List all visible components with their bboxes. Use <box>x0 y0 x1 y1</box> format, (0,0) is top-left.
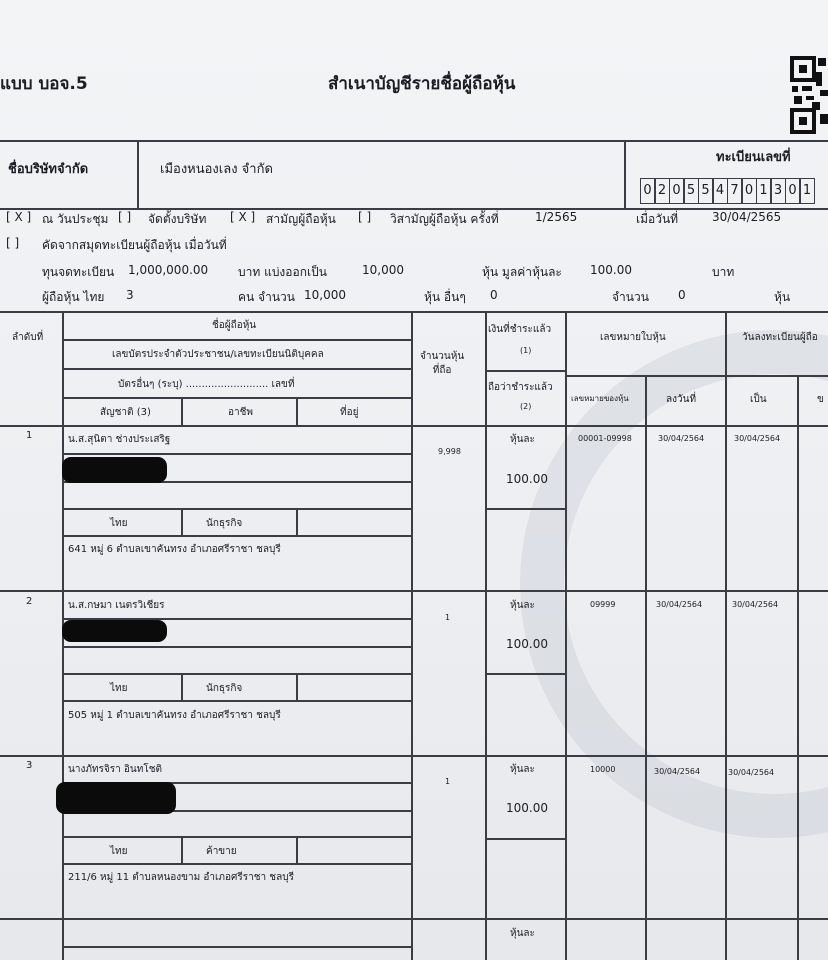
col-address: ที่อยู่ <box>340 407 359 418</box>
thai-shares-value: 10,000 <box>304 288 346 302</box>
meeting-date-option: ณ วันประชุม <box>42 212 109 226</box>
thai-holders-value: 3 <box>126 288 134 302</box>
row2-reg-date: 30/04/2564 <box>732 600 779 609</box>
row2-cert-date: 30/04/2564 <box>656 600 703 609</box>
col-certificate-no: เลขหมายใบหุ้น <box>600 332 666 343</box>
row1-occupation: นักธุรกิจ <box>206 518 243 529</box>
row3-certificate: 10000 <box>590 765 616 774</box>
company-name-label: ชื่อบริษัทจำกัด <box>8 162 89 177</box>
share-unit: หุ้น <box>774 290 791 304</box>
checkbox-extraordinary: [ ] <box>358 210 372 224</box>
baht-unit: บาท <box>712 265 735 279</box>
row3-cert-date: 30/04/2564 <box>654 767 701 776</box>
checkbox-meeting-date: [ X ] <box>6 210 32 224</box>
row2-occupation: นักธุรกิจ <box>206 683 243 694</box>
persons-count-label: คน จำนวน <box>238 290 295 304</box>
col-deemed-note: (2) <box>520 402 532 411</box>
row2-shares: 1 <box>445 613 451 622</box>
row1-paid: 100.00 <box>506 472 548 486</box>
row3-occupation: ค้าขาย <box>206 846 237 857</box>
registration-number <box>641 178 815 204</box>
total-shares-value: 10,000 <box>362 263 404 277</box>
qr-code-icon <box>790 56 828 136</box>
other-holders-label: หุ้น อื่นๆ <box>424 290 466 304</box>
row2-per-share-label: หุ้นละ <box>510 600 535 611</box>
checkbox-copied: [ ] <box>6 236 20 250</box>
amount-label: จำนวน <box>612 290 649 304</box>
row1-cert-date: 30/04/2564 <box>658 434 705 443</box>
redaction-bar <box>62 457 167 483</box>
form-code: แบบ บอจ.5 <box>0 74 88 94</box>
amount-value: 0 <box>678 288 686 302</box>
col-other-card: บัตรอื่นๆ (ระบุ) .......................... เลขที่ <box>118 379 295 390</box>
row3-seq: 3 <box>26 760 33 771</box>
col-registration-date: วันลงทะเบียนผู้ถือ <box>742 332 818 343</box>
row1-per-share-label: หุ้นละ <box>510 434 535 445</box>
registration-label: ทะเบียนเลขที่ <box>716 150 791 165</box>
document-title: สำเนาบัญชีรายชื่อผู้ถือหุ้น <box>328 74 516 94</box>
founding-option: จัดตั้งบริษัท <box>148 212 207 226</box>
reg-digit: 0 <box>640 178 656 204</box>
meeting-date-value: 30/04/2565 <box>712 210 782 224</box>
divided-into-label: บาท แบ่งออกเป็น <box>238 265 327 279</box>
reg-digit: 7 <box>727 178 743 204</box>
reg-digit: 3 <box>770 178 786 204</box>
ordinary-meeting-option: สามัญผู้ถือหุ้น <box>266 212 336 226</box>
registered-capital-value: 1,000,000.00 <box>128 263 209 277</box>
checkbox-founding: [ ] <box>118 210 132 224</box>
row1-nationality: ไทย <box>110 518 128 529</box>
row2-name: น.ส.กษมา เนตรวิเชียร <box>68 600 165 611</box>
reg-digit: 5 <box>698 178 714 204</box>
col-id-number: เลขบัตรประจำตัวประชาชน/เลขทะเบียนนิติบุคคล <box>112 349 324 360</box>
col-cert-date: ลงวันที่ <box>666 394 697 405</box>
par-value-label: หุ้น มูลค่าหุ้นละ <box>482 265 562 279</box>
row3-shares: 1 <box>445 777 451 786</box>
reg-digit: 2 <box>654 178 670 204</box>
row2-address: 505 หมู่ 1 ตำบลเขาคันทรง อำเภอศรีราชา ชลบุรี <box>68 710 281 721</box>
reg-digit: 0 <box>785 178 801 204</box>
row1-name: น.ส.สุนิตา ช่างประเสริฐ <box>68 434 171 445</box>
row2-nationality: ไทย <box>110 683 128 694</box>
col-became: เป็น <box>750 394 767 405</box>
registered-capital-label: ทุนจดทะเบียน <box>42 265 115 279</box>
reg-digit: 1 <box>799 178 815 204</box>
row3-per-share-label: หุ้นละ <box>510 764 535 775</box>
par-value: 100.00 <box>590 263 632 277</box>
row3-name: นางภัทรจิรา อินทโชติ <box>68 764 162 775</box>
row3-nationality: ไทย <box>110 846 128 857</box>
row1-shares: 9,998 <box>438 447 461 456</box>
row4-per-share-label: หุ้นละ <box>510 928 535 939</box>
meeting-date-label: เมื่อวันที่ <box>636 212 679 226</box>
redaction-bar <box>56 782 176 814</box>
col-holder-name: ชื่อผู้ถือหุ้น <box>212 320 257 331</box>
col-paid-note: (1) <box>520 346 532 355</box>
company-name: เมืองหนองเลง จำกัด <box>160 162 273 177</box>
col-ceased: ข <box>817 394 824 405</box>
checkbox-ordinary: [ X ] <box>230 210 256 224</box>
copied-from-register: คัดจากสมุดทะเบียนผู้ถือหุ้น เมื่อวันที่ <box>42 238 227 252</box>
row1-seq: 1 <box>26 430 33 441</box>
col-occupation: อาชีพ <box>228 407 253 418</box>
row1-reg-date: 30/04/2564 <box>734 434 781 443</box>
row3-reg-date: 30/04/2564 <box>728 768 775 777</box>
reg-digit: 4 <box>712 178 728 204</box>
row3-paid: 100.00 <box>506 801 548 815</box>
meeting-number: 1/2565 <box>535 210 578 224</box>
extraordinary-meeting-option: วิสามัญผู้ถือหุ้น ครั้งที่ <box>390 212 499 226</box>
reg-digit: 1 <box>756 178 772 204</box>
row2-paid: 100.00 <box>506 637 548 651</box>
col-nationality: สัญชาติ (3) <box>100 407 151 418</box>
row1-certificate: 00001-09998 <box>578 434 632 443</box>
col-cert-sub: เลขหมายของหุ้น <box>571 394 629 403</box>
col-seq: ลำดับที่ <box>12 332 44 343</box>
redaction-bar <box>62 620 167 642</box>
thai-holders-label: ผู้ถือหุ้น ไทย <box>42 290 105 304</box>
col-deemed-paid: ถือว่าชำระแล้ว <box>488 382 553 393</box>
reg-digit: 0 <box>669 178 685 204</box>
row2-seq: 2 <box>26 596 33 607</box>
other-holders-value: 0 <box>490 288 498 302</box>
reg-digit: 5 <box>683 178 699 204</box>
col-paid: เงินที่ชำระแล้ว <box>488 324 552 335</box>
row3-address: 211/6 หมู่ 11 ตำบลหนองขาม อำเภอศรีราชา ชลบุรี <box>68 872 294 883</box>
col-shares-held: จำนวนหุ้น ที่ถือ <box>420 351 465 376</box>
row1-address: 641 หมู่ 6 ตำบลเขาคันทรง อำเภอศรีราชา ชลบุรี <box>68 544 281 555</box>
row2-certificate: 09999 <box>590 600 616 609</box>
reg-digit: 0 <box>741 178 757 204</box>
